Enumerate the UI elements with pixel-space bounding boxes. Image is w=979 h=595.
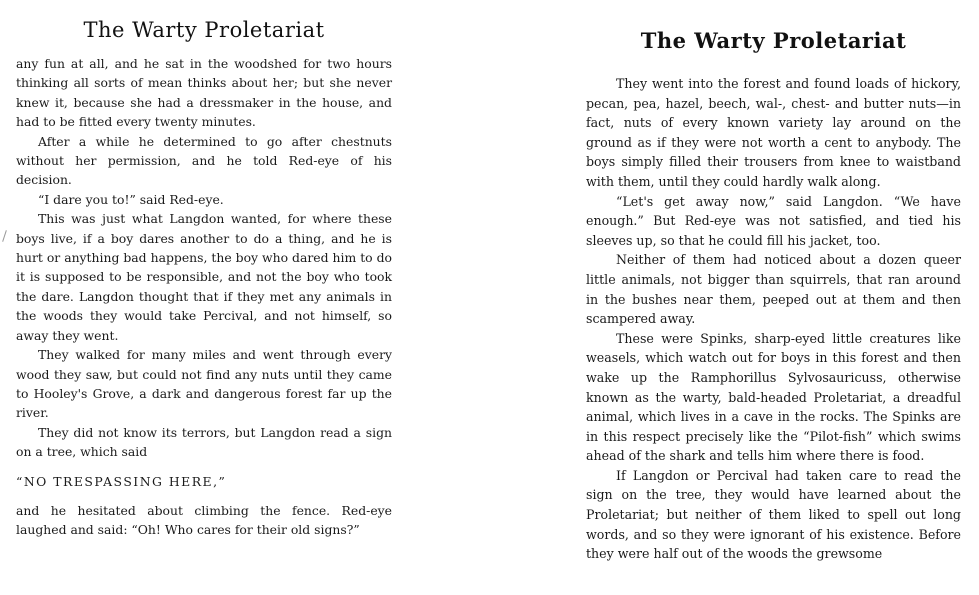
left-paragraph-1: any fun at all, and he sat in the woodshed for two hours thinking all sorts of mean thinks about her; but she never knew it, because she had a dressmaker in the house, and had to be fitted every twenty minutes. [16,56,392,130]
right-paragraph-3: Neither of them had noticed about a dozen queer little animals, not bigger than squirrels, that ran around in the bushes near them, peeped out at them and then scampered away. [586,252,961,327]
left-paragraph-4: This was just what Langdon wanted, for where these boys live, if a boy dares another to do a thing, and he is hurt or anything bad happens, the boy who dared him to do it is supposed to be responsible, and not the boy who took the dare. Langdon thought that if they met any animals in the woods they would take Percival, and not himself, so away they went. [16,211,392,343]
left-page [0,0,420,595]
left-paragraph-5: They walked for many miles and went through every wood they saw, but could not find any nuts until they came to Hooley's Grove, a dark and dangerous forest far up the river. [16,347,392,421]
right-page [576,0,979,595]
right-paragraph-1: They went into the forest and found loads of hickory, pecan, pea, hazel, beech, wal-, chest- and butter nuts—in fact, nuts of every known variety lay around on the ground as if they were not worth a cent to anybody. The boys simply filled their trousers from knee to waistband with them, until they could hardly walk along. [586,76,961,189]
left-paragraph-2: After a while he determined to go after chestnuts without her permission, and he told Red-eye of his decision. [16,133,392,188]
no-trespassing-sign-text: “NO TRESPASSING HERE,” [16,473,227,489]
left-paragraph-8: and he hesitated about climbing the fence. Red-eye laughed and said: “Oh! Who cares for their old signs?” [16,502,392,538]
right-body-text [586,74,961,564]
right-running-head: The Warty Proletariat [640,28,907,53]
right-paragraph-4: These were Spinks, sharp-eyed little creatures like weasels, which watch out for boys in this forest and then wake up the Ramphorillus Sylvosauricuss, otherwise known as the warty, bald-headed Proletariat, a dreadful animal, which lives in a cave in the rocks. The Spinks are in this respect precisely like the “Pilot-fish” which swims ahead of the shark and tells him where there is food. [586,330,961,464]
left-running-head: The Warty Proletariat [83,18,325,42]
left-body-text [16,54,392,540]
left-paragraph-3: “I dare you to!” said Red-eye. [38,191,224,207]
left-paragraph-6: They did not know its terrors, but Langdon read a sign on a tree, which said [16,424,392,460]
right-paragraph-5: If Langdon or Percival had taken care to read the sign on the tree, they would have learned about the Proletariat; but neither of them liked to spell out long words, and so they were ignorant of his existence. Before they were half out of the woods the grewsome [586,467,961,562]
right-paragraph-2: “Let's get away now,” said Langdon. “We have enough.” But Red-eye was not satisfied, and tied his sleeves up, so that he could fill his jacket, too. [586,193,961,248]
